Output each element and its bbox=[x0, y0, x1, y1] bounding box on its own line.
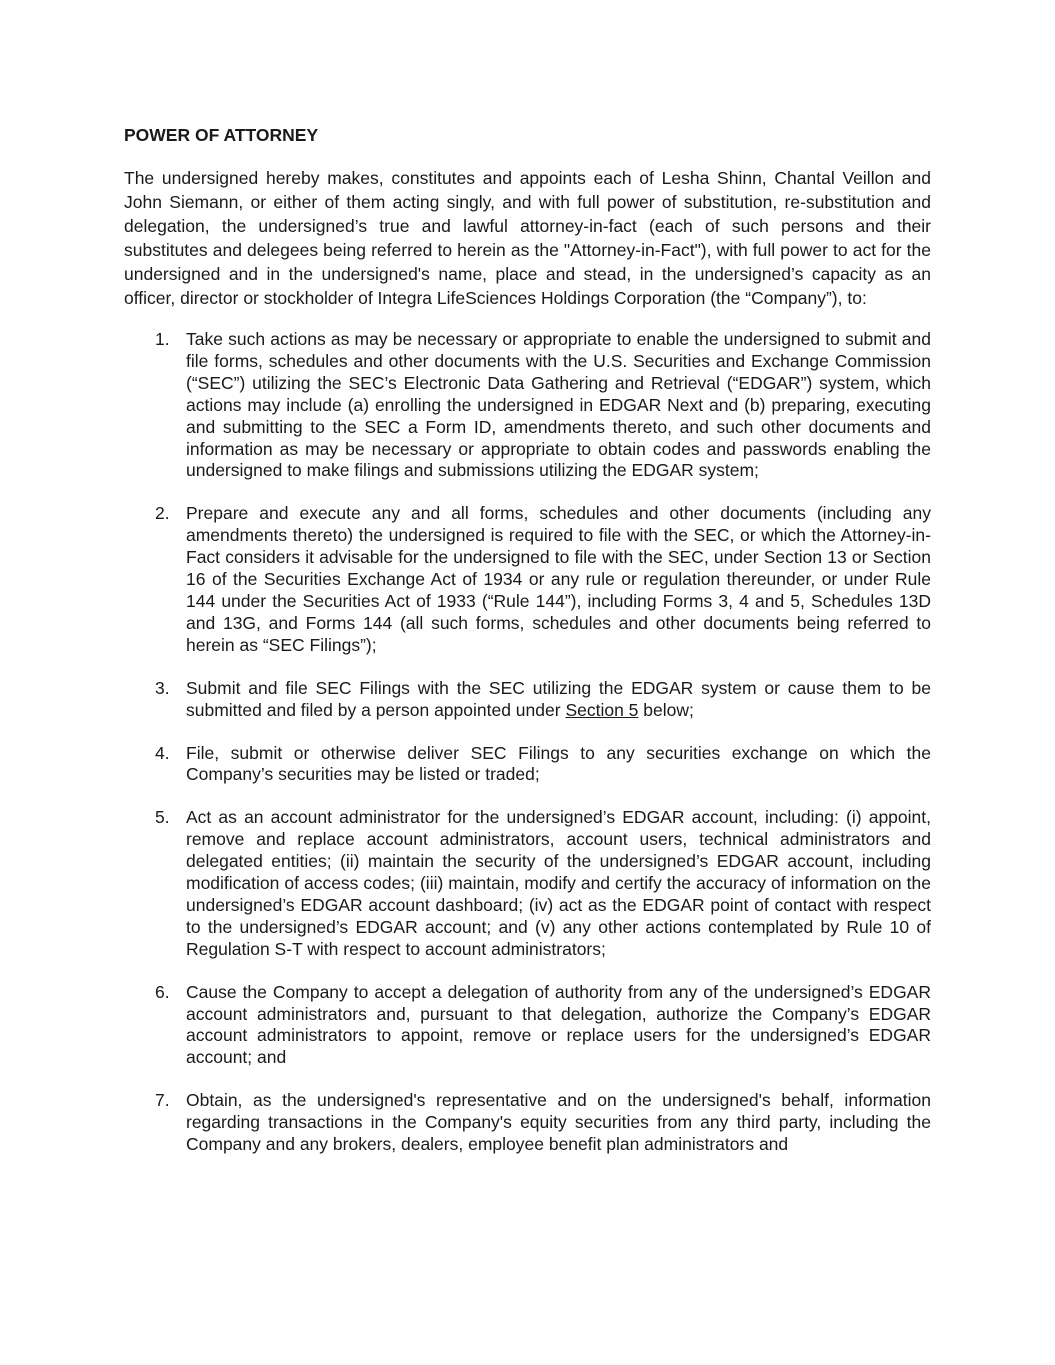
item-number: 2. bbox=[155, 503, 170, 524]
list-item bbox=[124, 807, 931, 960]
item-number: 6. bbox=[155, 981, 170, 1002]
list-item bbox=[124, 1090, 931, 1156]
item-number: 7. bbox=[155, 1090, 170, 1111]
intro-paragraph: The undersigned hereby makes, constitutes and appoints each of Lesha Shinn, Chantal Veillon and John Siemann, or either of them acting singly, and with full power of substitution, re-substitution and delegation, the undersigned’s true and lawful attorney-in-fact (each of such persons and their substitutes and delegees being referred to herein as the "Attorney-in-Fact"), with full power to act for the undersigned and in the undersigned's name, place and stead, in the undersigned’s capacity as an officer, director or stockholder of Integra LifeSciences Holdings Corporation (the “Company”), to: bbox=[124, 168, 931, 308]
item-text: Act as an account administrator for the undersigned’s EDGAR account, including: (i) appoint, remove and replace account administrators, account users, technical administrators and delegated entities; (ii) maintain the security of the undersigned’s EDGAR account, including modification of access codes; (iii) maintain, modify and certify the accuracy of information on the undersigned’s EDGAR account dashboard; (iv) act as the EDGAR point of contact with respect to the undersigned’s EDGAR account; and (v) any other actions contemplated by Rule 10 of Regulation S-T with respect to account administrators; bbox=[186, 807, 931, 959]
powers-list bbox=[124, 329, 931, 1156]
section-reference-link: Section 5 bbox=[565, 699, 639, 720]
item-number: 5. bbox=[155, 807, 170, 828]
item-text: File, submit or otherwise deliver SEC Filings to any securities exchange on which the Company’s securities may be listed or traded; bbox=[186, 742, 931, 785]
item-text: Submit and file SEC Filings with the SEC utilizing the EDGAR system or cause them to be submitted and filed by a person appointed under bbox=[186, 677, 931, 720]
item-text: Prepare and execute any and all forms, schedules and other documents (including any amendments thereto) the undersigned is required to file with the SEC, or which the Attorney-in-Fact considers it advisable for the undersigned to file with the SEC, under Section 13 or Section 16 of the Securities Exchange Act of 1934 or any rule or regulation thereunder, or under Rule 144 under the Securities Act of 1933 (“Rule 144”), including Forms 3, 4 and 5, Schedules 13D and 13G, and Forms 144 (all such forms, schedules and other documents being referred to herein as “SEC Filings”); bbox=[186, 503, 931, 655]
item-number: 3. bbox=[155, 677, 170, 698]
item-text-tail: below; bbox=[638, 699, 694, 720]
item-number: 4. bbox=[155, 742, 170, 763]
item-text: Obtain, as the undersigned's representative and on the undersigned's behalf, information regarding transactions in the Company's equity securities from any third party, including the Company and any brokers, dealers, employee benefit plan administrators and bbox=[186, 1090, 931, 1155]
item-text: Take such actions as may be necessary or appropriate to enable the undersigned to submit and file forms, schedules and other documents with the U.S. Securities and Exchange Commission (“SEC”) utilizing the SEC’s Electronic Data Gathering and Retrieval (“EDGAR”) system, which actions may include (a) enrolling the undersigned in EDGAR Next and (b) preparing, executing and submitting to the SEC a Form ID, amendments thereto, and such other documents and information as may be necessary or appropriate to obtain codes and passwords enabling the undersigned to make filings and submissions utilizing the EDGAR system; bbox=[186, 329, 931, 481]
list-item bbox=[124, 329, 931, 482]
document-title: POWER OF ATTORNEY bbox=[124, 125, 319, 145]
item-text: Cause the Company to accept a delegation of authority from any of the undersigned’s EDGAR account administrators and, pursuant to that delegation, authorize the Company’s EDGAR account administrators to appoint, remove or replace users for the undersigned’s EDGAR account; and bbox=[186, 981, 931, 1068]
list-item bbox=[124, 743, 931, 787]
list-item bbox=[124, 678, 931, 722]
list-item bbox=[124, 503, 931, 656]
document-page bbox=[124, 124, 931, 1177]
item-number: 1. bbox=[155, 329, 170, 349]
list-item bbox=[124, 982, 931, 1070]
